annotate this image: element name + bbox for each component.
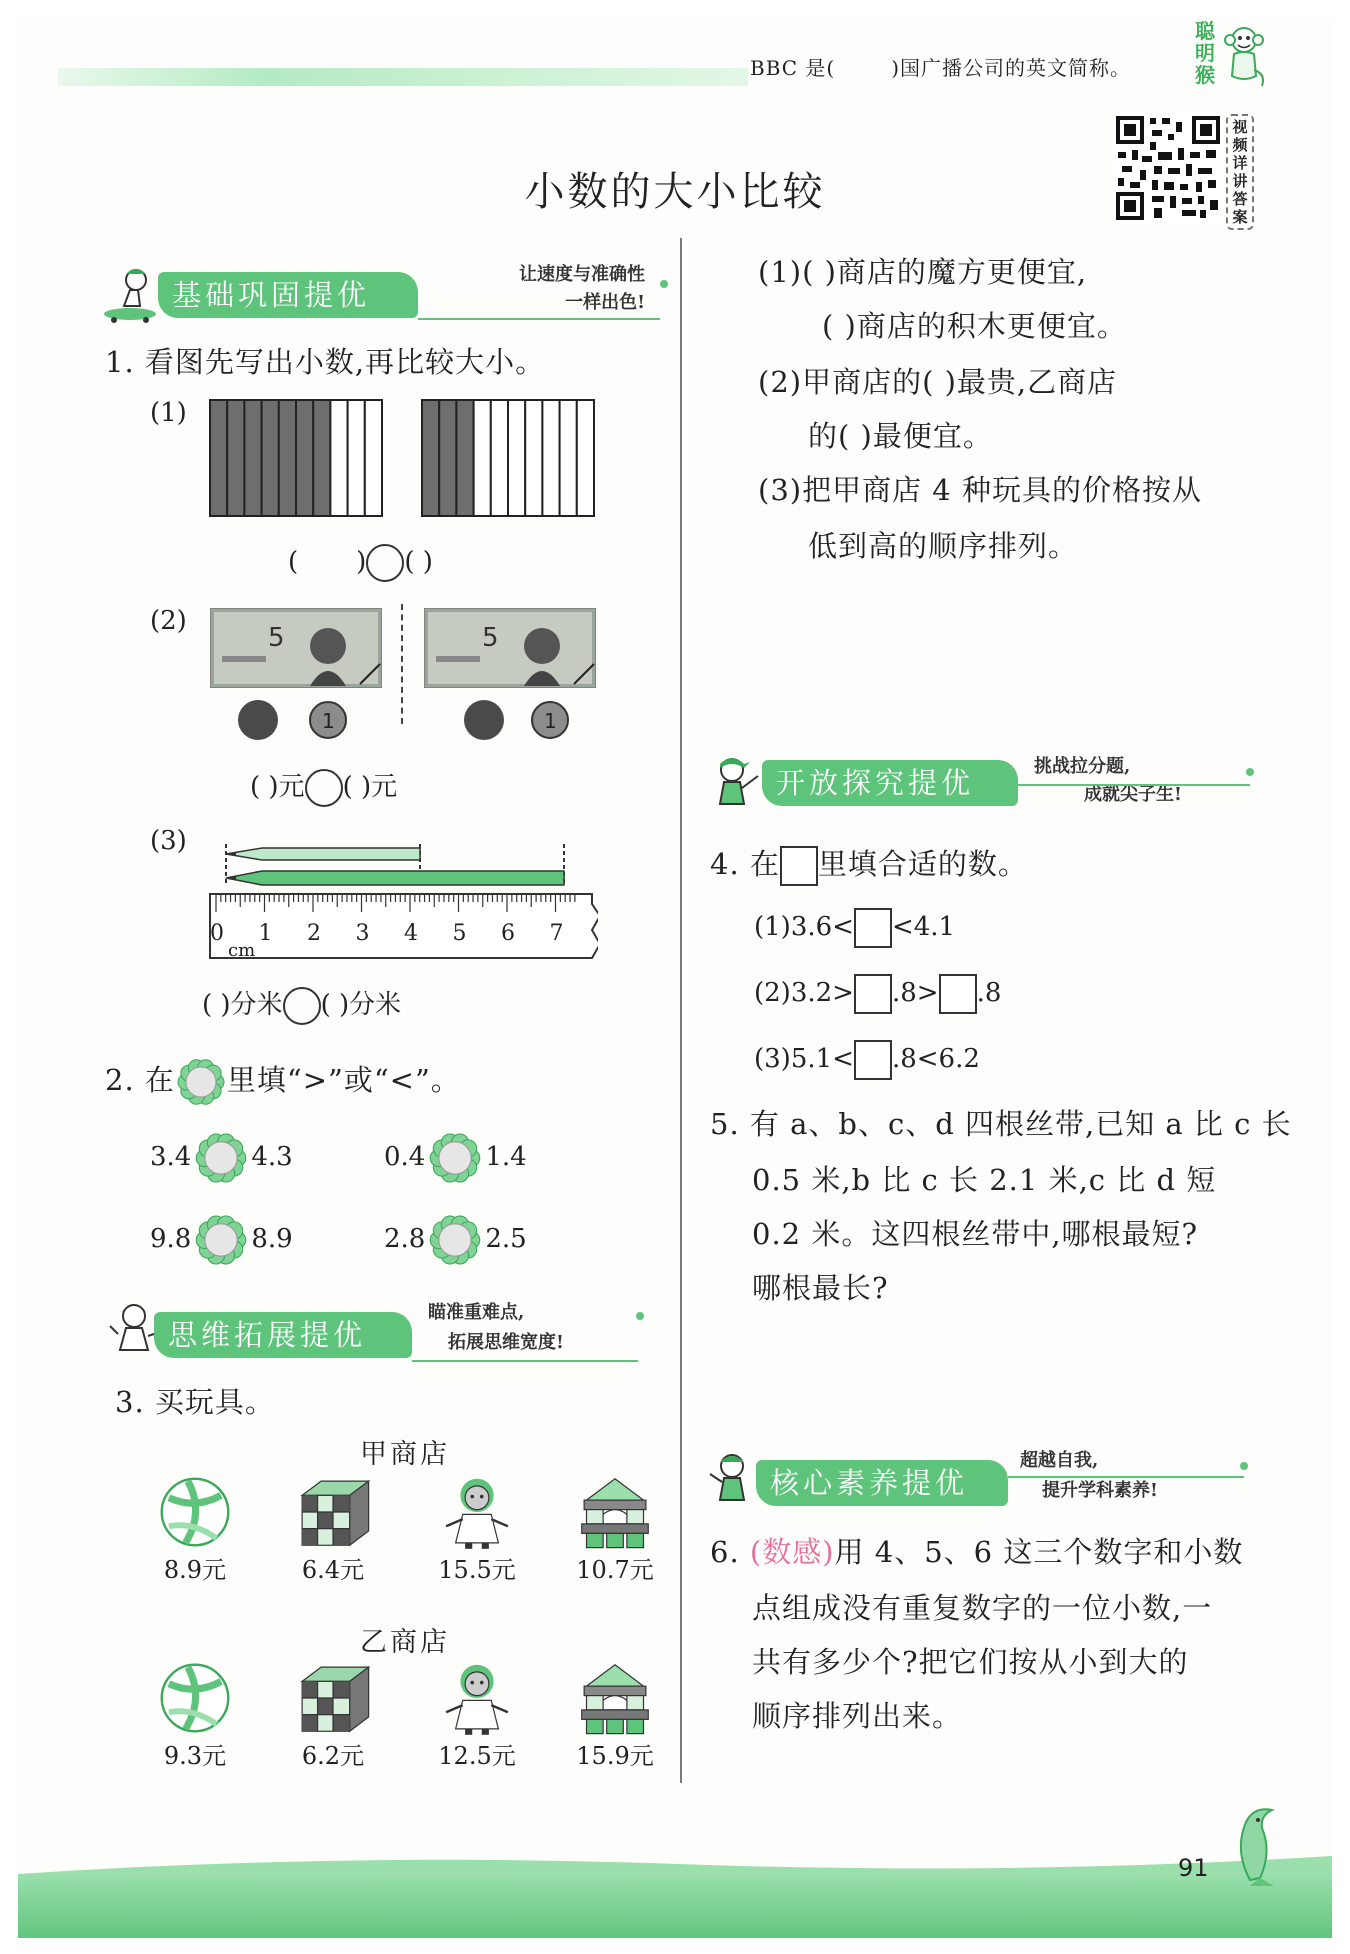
q2-item-4 xyxy=(384,1212,527,1268)
strip-cell xyxy=(296,400,313,516)
q4-2-mid: .8> xyxy=(891,978,939,1008)
q2-right-value: 2.5 xyxy=(485,1224,527,1254)
banner-underline xyxy=(412,1360,638,1362)
ruler-label: 1 xyxy=(258,921,273,946)
flower-icon[interactable] xyxy=(427,1130,483,1186)
strip-cell xyxy=(279,400,296,516)
mascot-name: 聪明猴 xyxy=(1195,19,1215,87)
strip-cell xyxy=(330,400,347,516)
ruler-label: 2 xyxy=(307,921,321,946)
q3-stem: 3. 买玩具。 xyxy=(115,1385,275,1419)
column-divider xyxy=(680,238,682,1783)
five-yuan-note-icon xyxy=(210,608,382,688)
q1-part1-label: (1) xyxy=(150,398,187,428)
ruler-label: 5 xyxy=(452,921,467,946)
shop-a-toy-item xyxy=(268,1474,398,1585)
q4-2-left: (2)3.2> xyxy=(754,978,854,1008)
ruler-label: 4 xyxy=(404,921,418,946)
strip-cell xyxy=(474,400,491,516)
q3-sub1-line2: ( )商店的积木更便宜。 xyxy=(822,309,1127,343)
answer-left-yuan: ( )元 xyxy=(250,772,305,802)
shop-a-label: 甲商店 xyxy=(360,1439,450,1470)
strip-cell xyxy=(422,400,439,516)
ball-icon xyxy=(157,1660,233,1736)
section-basic-label: 基础巩固提优 xyxy=(158,272,418,318)
strip-cell xyxy=(560,400,577,516)
shop-b-toy-item xyxy=(550,1660,680,1771)
compare-circle[interactable] xyxy=(283,987,321,1025)
q2-right-value: 1.4 xyxy=(485,1142,527,1172)
shop-a-toy-item xyxy=(550,1474,680,1585)
trivia-prefix: BBC 是( xyxy=(750,56,836,80)
flower-icon[interactable] xyxy=(193,1212,249,1268)
strip-cell xyxy=(227,400,244,516)
answer-right-dm: ( )分米 xyxy=(320,990,402,1020)
q1-part1-answer xyxy=(288,544,433,582)
q4-item-2 xyxy=(754,974,1001,1014)
doll-icon xyxy=(439,1660,515,1736)
q2-stem xyxy=(105,1056,461,1108)
strip-cell xyxy=(542,400,559,516)
answer-box[interactable] xyxy=(939,974,977,1014)
blank-box xyxy=(780,846,818,886)
q4-stem-b: 里填合适的数。 xyxy=(817,847,1028,881)
ruler-label: 7 xyxy=(549,921,564,946)
shop-b-toy-item xyxy=(130,1660,260,1771)
flower-icon[interactable] xyxy=(427,1212,483,1268)
page-title: 小数的大小比较 xyxy=(524,169,826,215)
ball-icon xyxy=(157,1474,233,1550)
ruler-label: 6 xyxy=(501,921,515,946)
section-core-slogan-1: 超越自我, xyxy=(1020,1450,1099,1471)
ruler-label: 0 xyxy=(210,921,224,946)
doll-icon xyxy=(439,1474,515,1550)
qr-caption: 视频详讲答案 xyxy=(1226,114,1254,230)
strip-cell xyxy=(508,400,525,516)
q2-stem-b: 里填“>”或“<”。 xyxy=(226,1063,461,1097)
answer-right-yuan: ( )元 xyxy=(342,772,398,802)
section-explore-slogan-1: 挑战拉分题, xyxy=(1034,756,1131,777)
monkey-mascot-icon xyxy=(1222,24,1266,90)
note-denomination: 5 xyxy=(482,623,499,653)
q1-part3-answer xyxy=(202,984,401,1025)
shop-b-toy-item xyxy=(412,1660,542,1771)
coin-value: 1 xyxy=(322,709,335,733)
shop-b-label: 乙商店 xyxy=(360,1627,450,1658)
boy-mascot-icon xyxy=(706,752,768,816)
q2-item-2 xyxy=(384,1130,527,1186)
magic-cube-icon xyxy=(295,1660,371,1736)
q4-stem-a: 4. 在 xyxy=(710,847,780,881)
q5-line2: 0.5 米,b 比 c 长 2.1 米,c 比 d 短 xyxy=(752,1163,1217,1197)
toy-price: 12.5元 xyxy=(438,1742,516,1770)
shop-b-toy-item xyxy=(268,1660,398,1771)
q4-2-right: .8 xyxy=(976,978,1002,1008)
q2-left-value: 3.4 xyxy=(150,1142,192,1172)
banner-underline xyxy=(418,318,660,320)
section-thinking-slogan-1: 瞄准重难点, xyxy=(428,1302,525,1323)
section-explore-slogan-2: 成就尖子生! xyxy=(1084,784,1182,805)
flower-icon[interactable] xyxy=(193,1130,249,1186)
section-thinking-slogan-2: 拓展思维宽度! xyxy=(448,1332,564,1353)
trivia-suffix: )国广播公司的英文简称。 xyxy=(891,56,1132,80)
answer-right-blank: ( ) xyxy=(404,547,433,577)
coins-icon xyxy=(236,698,352,742)
coins-icon xyxy=(462,698,578,742)
q6-line4: 顺序排列出来。 xyxy=(752,1699,963,1733)
q2-left-value: 9.8 xyxy=(150,1224,192,1254)
q1-part2-label: (2) xyxy=(150,606,187,636)
building-blocks-icon xyxy=(577,1660,653,1736)
section-explore-label: 开放探究提优 xyxy=(762,760,1018,806)
toy-price: 6.4元 xyxy=(301,1556,365,1584)
q4-1-left: (1)3.6< xyxy=(754,912,854,942)
q3-sub3-line2: 低到高的顺序排列。 xyxy=(808,529,1079,563)
page-number: 91 xyxy=(1178,1854,1209,1882)
q1-part2-separator xyxy=(401,604,403,724)
section-basic-slogan-1: 让速度与准确性 xyxy=(519,264,645,285)
toy-price: 15.5元 xyxy=(438,1556,516,1584)
q2-item-3 xyxy=(150,1212,293,1268)
banner-dot xyxy=(1246,768,1254,776)
ruler-label: 3 xyxy=(355,921,370,946)
q3-sub3-line1: (3)把甲商店 4 种玩具的价格按从 xyxy=(758,473,1202,507)
strip-cell xyxy=(525,400,542,516)
strip-cell xyxy=(244,400,261,516)
q3-sub2-line1: (2)甲商店的( )最贵,乙商店 xyxy=(758,365,1118,399)
banner-dot xyxy=(1240,1462,1248,1470)
q5-line3: 0.2 米。这四根丝带中,哪根最短? xyxy=(752,1217,1199,1251)
flower-icon xyxy=(175,1056,227,1108)
banner-underline xyxy=(1018,784,1250,786)
q2-stem-a: 2. 在 xyxy=(105,1063,175,1097)
trivia-question xyxy=(750,52,1131,81)
strip-cell xyxy=(439,400,456,516)
q5-line1: 5. 有 a、b、c、d 四根丝带,已知 a 比 c 长 xyxy=(710,1107,1292,1141)
answer-box[interactable] xyxy=(854,1040,892,1080)
answer-box[interactable] xyxy=(854,908,892,948)
q1-left-fraction-strip xyxy=(208,398,384,518)
section-thinking-label: 思维拓展提优 xyxy=(154,1312,412,1358)
ruler-unit: cm xyxy=(228,940,256,961)
shop-a-toy-item xyxy=(412,1474,542,1585)
strip-cell xyxy=(348,400,365,516)
compare-circle[interactable] xyxy=(366,544,404,582)
banner-dot xyxy=(660,280,668,288)
q1-stem: 1. 看图先写出小数,再比较大小。 xyxy=(105,345,546,379)
strip-cell xyxy=(313,400,330,516)
q6-line3: 共有多少个?把它们按从小到大的 xyxy=(752,1645,1189,1679)
q4-3-right: .8<6.2 xyxy=(891,1044,980,1074)
q2-right-value: 8.9 xyxy=(251,1224,293,1254)
strip-cell xyxy=(262,400,279,516)
toy-price: 6.2元 xyxy=(301,1742,365,1770)
toy-price: 15.9元 xyxy=(576,1742,654,1770)
building-blocks-icon xyxy=(577,1474,653,1550)
q2-left-value: 2.8 xyxy=(384,1224,426,1254)
strip-cell xyxy=(210,400,227,516)
note-denomination: 5 xyxy=(268,623,285,653)
banner-dot xyxy=(636,1312,644,1320)
section-banner-basic xyxy=(100,262,672,328)
strip-cell xyxy=(365,400,382,516)
toy-price: 8.9元 xyxy=(163,1556,227,1584)
q4-item-3 xyxy=(754,1040,980,1080)
q2-left-value: 0.4 xyxy=(384,1142,426,1172)
section-core-slogan-2: 提升学科素养! xyxy=(1042,1480,1158,1501)
q3-sub2-line2: 的( )最便宜。 xyxy=(808,419,993,453)
magic-cube-icon xyxy=(295,1474,371,1550)
footer-band xyxy=(18,1874,1332,1938)
section-basic-slogan-2: 一样出色! xyxy=(565,292,645,313)
q1-part3-label: (3) xyxy=(150,826,187,856)
q4-item-1 xyxy=(754,908,955,948)
q6-line1 xyxy=(710,1530,1243,1571)
q2-item-1 xyxy=(150,1130,293,1186)
toy-price: 10.7元 xyxy=(576,1556,654,1584)
strip-cell xyxy=(456,400,473,516)
q1-right-fraction-strip xyxy=(420,398,596,518)
q4-stem xyxy=(710,842,1028,886)
coin-value: 1 xyxy=(544,709,557,733)
compare-circle[interactable] xyxy=(305,769,343,807)
q6-tag: (数感) xyxy=(749,1535,835,1569)
answer-paren-open: ( xyxy=(288,547,299,577)
q4-1-right: <4.1 xyxy=(891,912,956,942)
q6-number: 6. xyxy=(710,1535,750,1569)
toy-price: 9.3元 xyxy=(163,1742,227,1770)
shop-a-toy-item xyxy=(130,1474,260,1585)
pencils-on-ruler-illustration xyxy=(206,840,598,962)
q6-line1-text: 用 4、5、6 这三个数字和小数 xyxy=(834,1535,1244,1569)
strip-cell xyxy=(491,400,508,516)
q1-part2-answer xyxy=(250,766,397,807)
q4-3-left: (3)5.1< xyxy=(754,1044,854,1074)
answer-box[interactable] xyxy=(854,974,892,1014)
skateboard-kid-icon xyxy=(100,262,162,326)
dolphin-icon xyxy=(1220,1800,1284,1890)
answer-paren-close: ) xyxy=(356,547,367,577)
section-core-label: 核心素养提优 xyxy=(756,1460,1008,1506)
q5-line4: 哪根最长? xyxy=(752,1271,889,1305)
q6-line2: 点组成没有重复数字的一位小数,一 xyxy=(752,1591,1213,1625)
five-yuan-note-icon xyxy=(424,608,596,688)
q2-right-value: 4.3 xyxy=(251,1142,293,1172)
strip-cell xyxy=(577,400,594,516)
banner-underline xyxy=(1008,1476,1244,1478)
header-stripe xyxy=(58,68,748,86)
q3-sub1-line1: (1)( )商店的魔方更便宜, xyxy=(758,255,1088,289)
answer-left-dm: ( )分米 xyxy=(202,990,283,1020)
